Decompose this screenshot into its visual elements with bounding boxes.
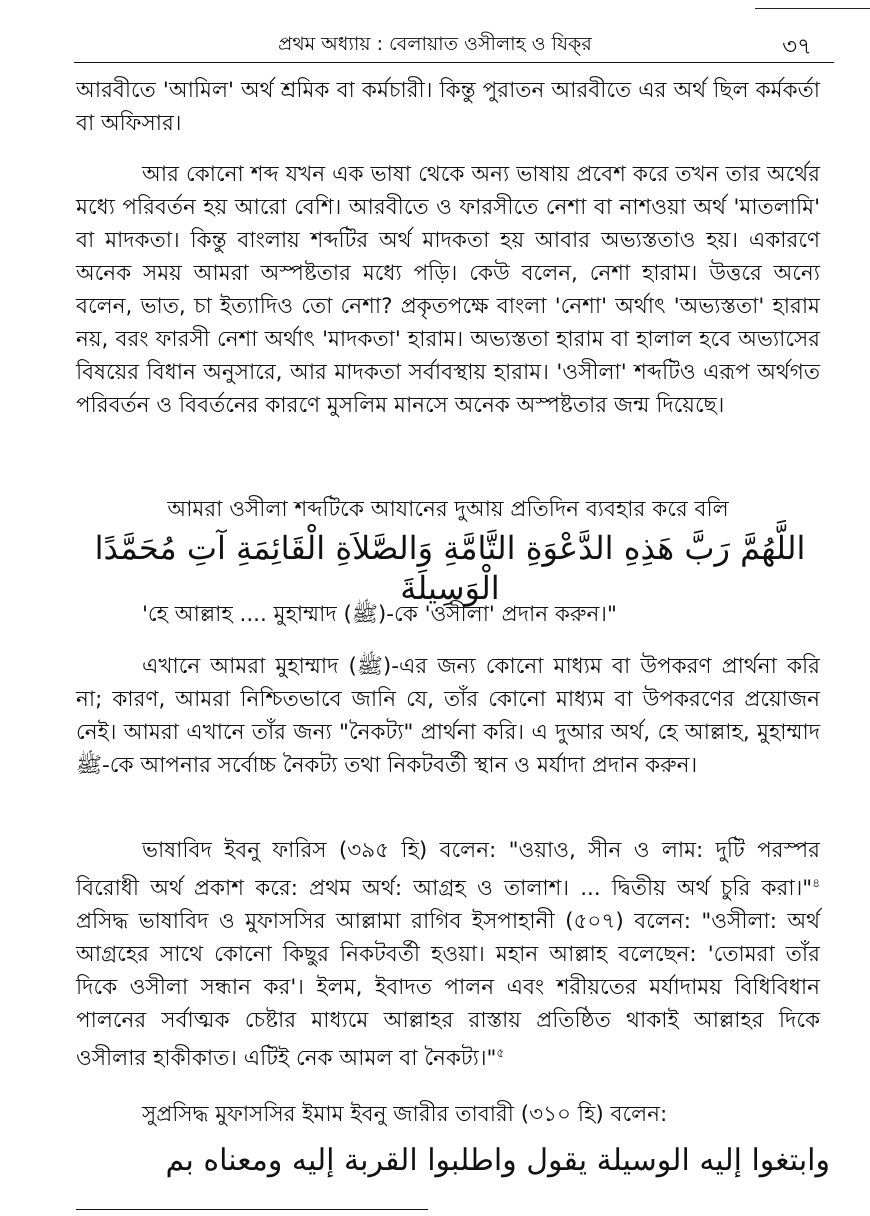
header-divider [74, 62, 834, 63]
tabari-arabic-quote: وابتغوا إليه الوسيلة يقول واطلبوا القربة إليه ومعناه بم [165, 1143, 830, 1178]
paragraph-explanation: এখানে আমরা মুহাম্মাদ (ﷺ)-এর জন্য কোনো মাধ্যম বা উপকরণ প্রার্থনা করি না; কারণ, আমরা নিশ্চিতভাবে জানি যে, তাঁর কোনো মাধ্যম বা উপকরণের প্রয়োজন নেই। আমরা এখানে তাঁর জন্য "নৈকট্য" প্রার্থনা করি। এ দুআর অর্থ, হে আল্লাহ, মুহাম্মাদ ﷺ-কে আপনার সর্বোচ্চ নৈকট্য তথা নিকটবর্তী স্থান ও মর্যাদা প্রদান করুন। [76, 654, 820, 778]
dua-translation: 'হে আল্লাহ .... মুহাম্মাদ (ﷺ)-কে 'ওসীলা' প্রদান করুন।" [142, 602, 617, 627]
dua-intro: আমরা ওসীলা শব্দটিকে আযানের দুআয় প্রতিদিন ব্যবহার করে বলি [167, 497, 729, 522]
page-number: ৩৭ [782, 34, 812, 60]
paragraph-nesha: আর কোনো শব্দ যখন এক ভাষা থেকে অন্য ভাষায় প্রবেশ করে তখন তার অর্থের মধ্যে পরিবর্তন হয় আরো বেশি। আরবীতে ও ফারসীতে নেশা বা নাশওয়া অর্থ 'মাতলামি' বা মাদকতা। কিন্তু বাংলায় শব্দটির অর্থ মাদকতা হয় আবার অভ্যস্ততাও হয়। একারণে অনেক সময় আমরা অস্পষ্টতার মধ্যে পড়ি। কেউ বলেন, নেশা হারাম। উত্তরে অন্যে বলেন, ভাত, চা ইত্যাদিও তো নেশা? প্রকৃতপক্ষে বাংলা 'নেশা' অর্থাৎ 'অভ্যস্ততা' হারাম নয়, বরং ফারসী নেশা অর্থাৎ 'মাদকতা' হারাম। অভ্যস্ততা হারাম বা হালাল হবে অভ্যাসের বিষয়ের বিধান অনুসারে, আর মাদকতা সর্বাবস্থায় হারাম। 'ওসীলা' শব্দটিও এরূপ অর্থগত পরিবর্তন ও বিবর্তনের কারণে মুসলিম মানসে অনেক অস্পষ্টতার জন্ম দিয়েছে। [76, 162, 820, 418]
azan-dua-arabic: اللَّهُمَّ رَبَّ هَذِهِ الدَّعْوَةِ التَّامَّةِ وَالصَّلاَةِ الْقَائِمَةِ آتِ مُحَمَّدًا الْوَسِيلَةَ [94, 529, 806, 607]
top-corner-rule [755, 8, 870, 9]
tabari-intro: সুপ্রসিদ্ধ মুফাসসির ইমাম ইবনু জারীর তাবারী (৩১০ হি) বলেন: [142, 1102, 668, 1127]
ibn-faris-quote: ভাষাবিদ ইবনু ফারিস (৩৯৫ হি) বলেন: "ওয়াও, সীন ও লাম: দুটি পরস্পর বিরোধী অর্থ প্রকাশ করে: প্রথম অর্থ: আগ্রহ ও তালাশ। ... দ্বিতীয় অর্থ চুরি করা।" [76, 838, 820, 902]
paragraph-amil: আরবীতে 'আমিল' অর্থ শ্রমিক বা কর্মচারী। কিন্তু পুরাতন আরবীতে এর অর্থ ছিল কর্মকর্তা বা অফিসার। [76, 78, 820, 136]
footnote-ref-5: ৫ [496, 1046, 505, 1061]
chapter-header-title: প্রথম অধ্যায় : বেলায়াত ওসীলাহ ও যিক্‌র [278, 33, 592, 55]
footnote-ref-4: ৪ [812, 876, 820, 890]
raghib-quote: প্রসিদ্ধ ভাষাবিদ ও মুফাসসির আল্লামা রাগিব ইসপাহানী (৫০৭) বলেন: "ওসীলা: অর্থ আগ্রহের সাথে কোনো কিছুর নিকটবর্তী হওয়া। মহান আল্লাহ বলেছেন: 'তোমরা তাঁর দিকে ওসীলা সন্ধান কর'। ইলম, ইবাদত পালন এবং শরীয়তের মর্যাদাময় বিধিবিধান পালনের সর্বাত্মক চেষ্টার মাধ্যমে আল্লাহর রাস্তায় প্রতিষ্ঠিত থাকাই আল্লাহর দিকে ওসীলার হাকীকাত। এটিই নেক আমল বা নৈকট্য।" [76, 909, 820, 1072]
footnote-divider [76, 1209, 428, 1210]
paragraph-ibn-faris [76, 834, 820, 1075]
